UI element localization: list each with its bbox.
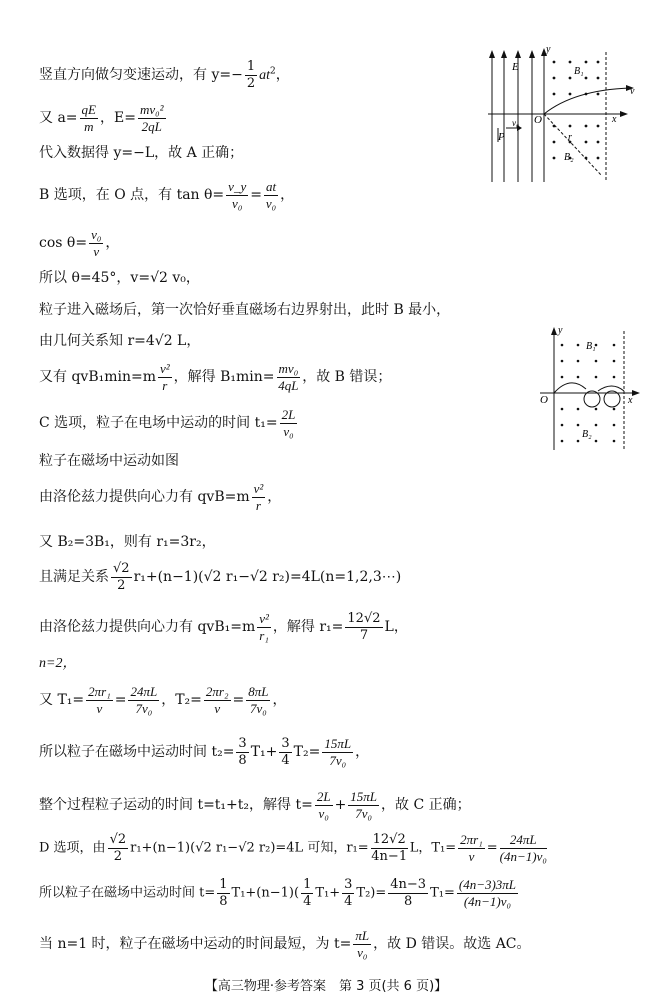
line-19: 整个过程粒子运动的时间 t=t₁+t₂，解得 t= $\frac{2L}{\text{v₀}}$ + $\frac{15\pi L}{\text{7v₀}}$ ，故 C 正确； <box>39 789 471 821</box>
page-footer: 【高三物理·参考答案 第 3 页(共 6 页)】 <box>204 979 448 994</box>
line-14: 且满足关系 $\frac{√2}{2}$ r₁+(n−1)(√2 r₁−√2 r₂)=4L(n=1,2,3⋯) <box>39 561 402 593</box>
line-18: 所以粒子在磁场中运动时间 t₂= $\frac{3}{8}$ T₁+ $\frac{3}{4}$ T₂= $\frac{15\pi L}{\text{7v₀}}$ ， <box>39 736 370 768</box>
line-11: 粒子在磁场中运动如图 <box>39 453 179 469</box>
line-2: 又 a= $\frac{qE}{m}$ ，E= $\frac{\text{mv₀²}}{2qL}$ <box>39 102 164 134</box>
svg-text:B₂: B₂ <box>582 429 592 440</box>
line-13: 又 B₂=3B₁，则有 r₁=3r₂， <box>39 534 216 550</box>
svg-text:v: v <box>630 86 635 97</box>
figure-1-diagram <box>484 42 640 182</box>
line-22: 当 n=1 时，粒子在磁场中运动的时间最短，为 t= $\frac{\pi L}{\text{v₀}}$ ，故 D 错误。故选 AC。 <box>39 928 531 960</box>
line-3: 代入数据得 y=−L，故 A 正确； <box>39 145 244 161</box>
svg-text:v₀: v₀ <box>512 118 520 128</box>
line-17: 又 T₁= $\frac{\text{2πr₁}}{v}$ = $\frac{24\pi L}{\text{7v₀}}$ ，T₂= $\frac{\text{2πr₂}}{v}$ = $\frac{8\pi L}{\text{7v₀}}$ ， <box>39 684 287 716</box>
figure-2-diagram <box>536 325 644 450</box>
line-1: 竖直方向做匀变速运动，有 y=− $\frac{1}{2}$ $at^2$， <box>39 59 290 91</box>
svg-text:B₂: B₂ <box>564 152 574 163</box>
svg-text:x: x <box>628 395 633 406</box>
line-10: C 选项，粒子在电场中运动的时间 t₁= $\frac{2L}{\text{v₀}}$ <box>39 407 296 439</box>
svg-text:O: O <box>540 394 548 406</box>
svg-text:y: y <box>546 44 551 55</box>
line-6: 所以 θ=45°，v=√2 v₀， <box>39 270 200 286</box>
svg-text:P: P <box>498 131 505 143</box>
svg-text:x: x <box>612 114 617 125</box>
svg-text:y: y <box>558 325 563 336</box>
line-5: cos θ= $\frac{\text{v₀}}{v}$ ， <box>39 227 120 259</box>
svg-text:O: O <box>534 114 542 126</box>
svg-text:r: r <box>568 132 572 143</box>
line-20: D 选项，由 $\frac{√2}{2}$ r₁+(n−1)(√2 r₁−√2 r₂)=4L 可知，r₁= $\frac{12√2}{4n-1}$ L，T₁= $\frac{\text{2πr₁}}{v}$ = $\frac{24\pi L}{\text{(4n−1)v₀}}$ <box>39 832 547 864</box>
svg-text:B₁: B₁ <box>586 341 596 352</box>
svg-text:E: E <box>512 61 519 73</box>
line-12: 由洛伦兹力提供向心力有 qvB=m $\frac{\text{v²}}{r}$ ， <box>39 481 282 513</box>
line-7: 粒子进入磁场后，第一次恰好垂直磁场右边界射出，此时 B 最小， <box>39 302 451 318</box>
line-4: B 选项，在 O 点，有 tan θ= $\frac{v\_y}{\text{v₀}}$ = $\frac{at}{\text{v₀}}$ ， <box>39 179 295 211</box>
line-21: 所以粒子在磁场中运动时间 t= $\frac{1}{8}$ T₁+(n−1)( $\frac{1}{4}$ T₁+ $\frac{3}{4}$ T₂)= $\frac{4n-3}{8}$ T₁= $\frac{(4n-3)3\pi L}{\text{(4n−1)v₀}}$ <box>39 877 517 909</box>
line-16: n=2， <box>39 656 77 671</box>
svg-text:B₁: B₁ <box>574 66 584 77</box>
line-9: 又有 qvB₁min=m $\frac{\text{v²}}{r}$ ，解得 B₁min= $\frac{\text{mv₀}}{4qL}$ ，故 B 错误； <box>39 361 392 393</box>
line-8: 由几何关系知 r=4√2 L， <box>39 333 201 349</box>
line-15: 由洛伦兹力提供向心力有 qvB₁=m $\frac{\text{v²}}{\text{r₁}}$ ，解得 r₁= $\frac{12√2}{7}$ L， <box>39 611 408 643</box>
